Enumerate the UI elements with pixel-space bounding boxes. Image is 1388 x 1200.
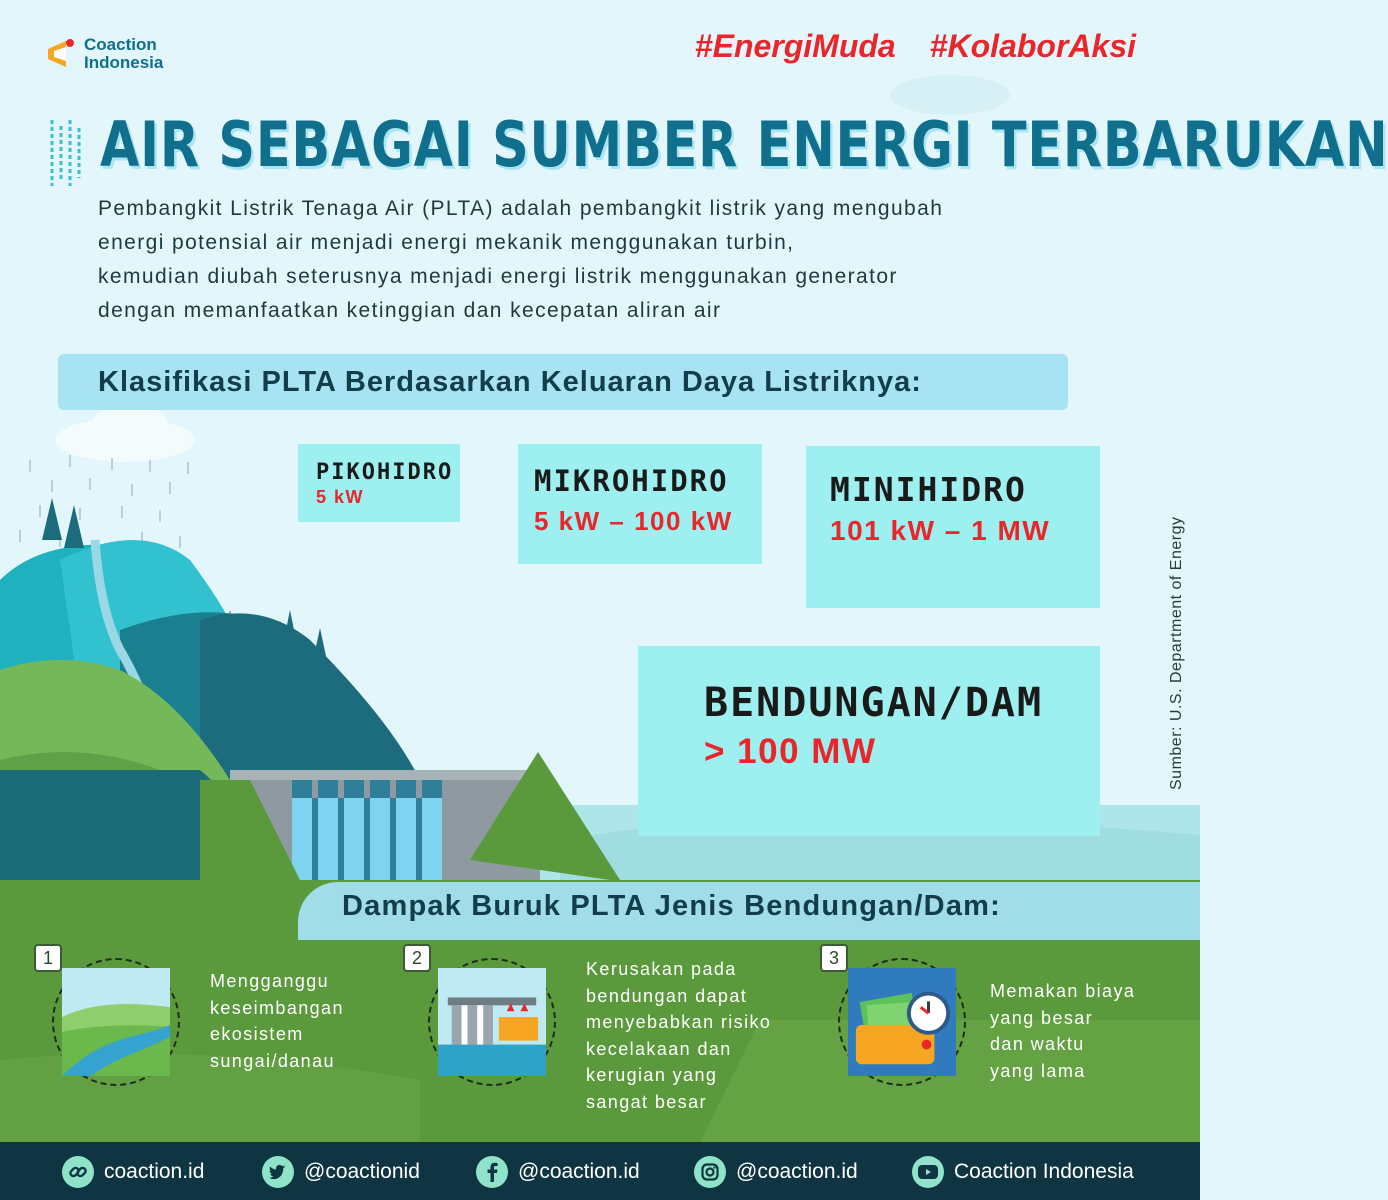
impact-text-line: Mengganggu [210, 971, 330, 991]
impact-circle [428, 958, 556, 1086]
impact-text-line: sangat besar [586, 1091, 707, 1112]
classification-heading: Klasifikasi PLTA Berdasarkan Keluaran Daya Listriknya: [58, 354, 1068, 410]
brand-logo [44, 36, 163, 72]
impact-number: 3 [820, 944, 848, 972]
facebook-icon [476, 1156, 508, 1188]
page-title: AIR SEBAGAI SUMBER ENERGI TERBARUKAN [100, 108, 1388, 181]
footer-label: Coaction Indonesia [954, 1160, 1134, 1183]
impact-text-line: dan waktu [990, 1034, 1085, 1054]
impact-circle [838, 958, 966, 1086]
impact-number: 2 [403, 944, 431, 972]
impact-text [990, 978, 1135, 1084]
card-name: PIKOHIDRO [316, 460, 454, 485]
impact-text-line: menyebabkan risiko [586, 1012, 772, 1032]
hashtag-kolaboraksi: #KolaborAksi [929, 28, 1136, 64]
footer-twitter[interactable] [262, 1156, 420, 1188]
description-line: dengan memanfaatkan ketinggian dan kecepatan aliran air [98, 299, 722, 322]
footer-instagram[interactable] [694, 1156, 858, 1188]
footer-label: @coaction.id [736, 1160, 858, 1183]
hashtags [695, 28, 1136, 65]
source-note: Sumber: U.S. Department of Energy [1168, 516, 1185, 790]
impact-text [586, 956, 771, 1115]
link-icon [62, 1156, 94, 1188]
impacts-heading: Dampak Buruk PLTA Jenis Bendungan/Dam: [342, 890, 1001, 922]
description-line: kemudian diubah seterusnya menjadi energi listrik menggunakan generator [98, 265, 898, 288]
card-name: BENDUNGAN/DAM [704, 680, 1044, 726]
impact-text-line: kecelakaan dan [586, 1038, 732, 1059]
description-line: Pembangkit Listrik Tenaga Air (PLTA) adalah pembangkit listrik yang mengubah [98, 197, 944, 220]
card-pikohidro [298, 444, 460, 522]
brand-name-line1: Coaction [84, 35, 157, 54]
impact-text-line: yang besar [990, 1007, 1094, 1028]
damaged-dam-icon [438, 968, 546, 1076]
twitter-icon [262, 1156, 294, 1188]
rain-lines-icon [48, 120, 82, 186]
impact-text-line: yang lama [990, 1060, 1086, 1081]
impact-number: 1 [34, 944, 62, 972]
coaction-logo-icon [44, 37, 78, 71]
footer-website[interactable] [62, 1156, 204, 1188]
card-mikrohidro [518, 444, 762, 564]
card-name: MINIHIDRO [830, 470, 1027, 509]
impact-text [210, 968, 344, 1074]
wallet-clock-icon [848, 968, 956, 1076]
card-value: 5 kW – 100 kW [534, 506, 733, 536]
impact-circle [52, 958, 180, 1086]
footer-youtube[interactable] [912, 1156, 1134, 1188]
impact-text-line: bendungan dapat [586, 985, 748, 1006]
river-landscape-icon [62, 968, 170, 1076]
footer-facebook[interactable] [476, 1156, 640, 1188]
card-bendungan [638, 646, 1100, 836]
impact-text-line: sungai/danau [210, 1050, 335, 1071]
footer-label: @coaction.id [518, 1160, 640, 1183]
youtube-icon [912, 1156, 944, 1188]
footer-label: coaction.id [104, 1160, 205, 1183]
card-minihidro [806, 446, 1100, 608]
description-line: energi potensial air menjadi energi mekanik menggunakan turbin, [98, 231, 795, 254]
card-value: > 100 MW [704, 732, 877, 771]
brand-name-line2: Indonesia [84, 53, 164, 72]
card-value: 5 kW [316, 487, 365, 507]
impact-text-line: Kerusakan pada [586, 959, 737, 979]
hashtag-energimuda: #EnergiMuda [694, 28, 896, 64]
impact-text-line: ekosistem [210, 1024, 304, 1044]
instagram-icon [694, 1156, 726, 1188]
impact-text-line: keseimbangan [210, 997, 344, 1018]
card-name: MIKROHIDRO [534, 464, 729, 498]
description [98, 192, 1098, 328]
card-value: 101 kW – 1 MW [830, 515, 1051, 546]
impact-text-line: kerugian yang [586, 1065, 718, 1085]
impact-text-line: Memakan biaya [990, 981, 1136, 1001]
footer-label: @coactionid [304, 1160, 420, 1183]
